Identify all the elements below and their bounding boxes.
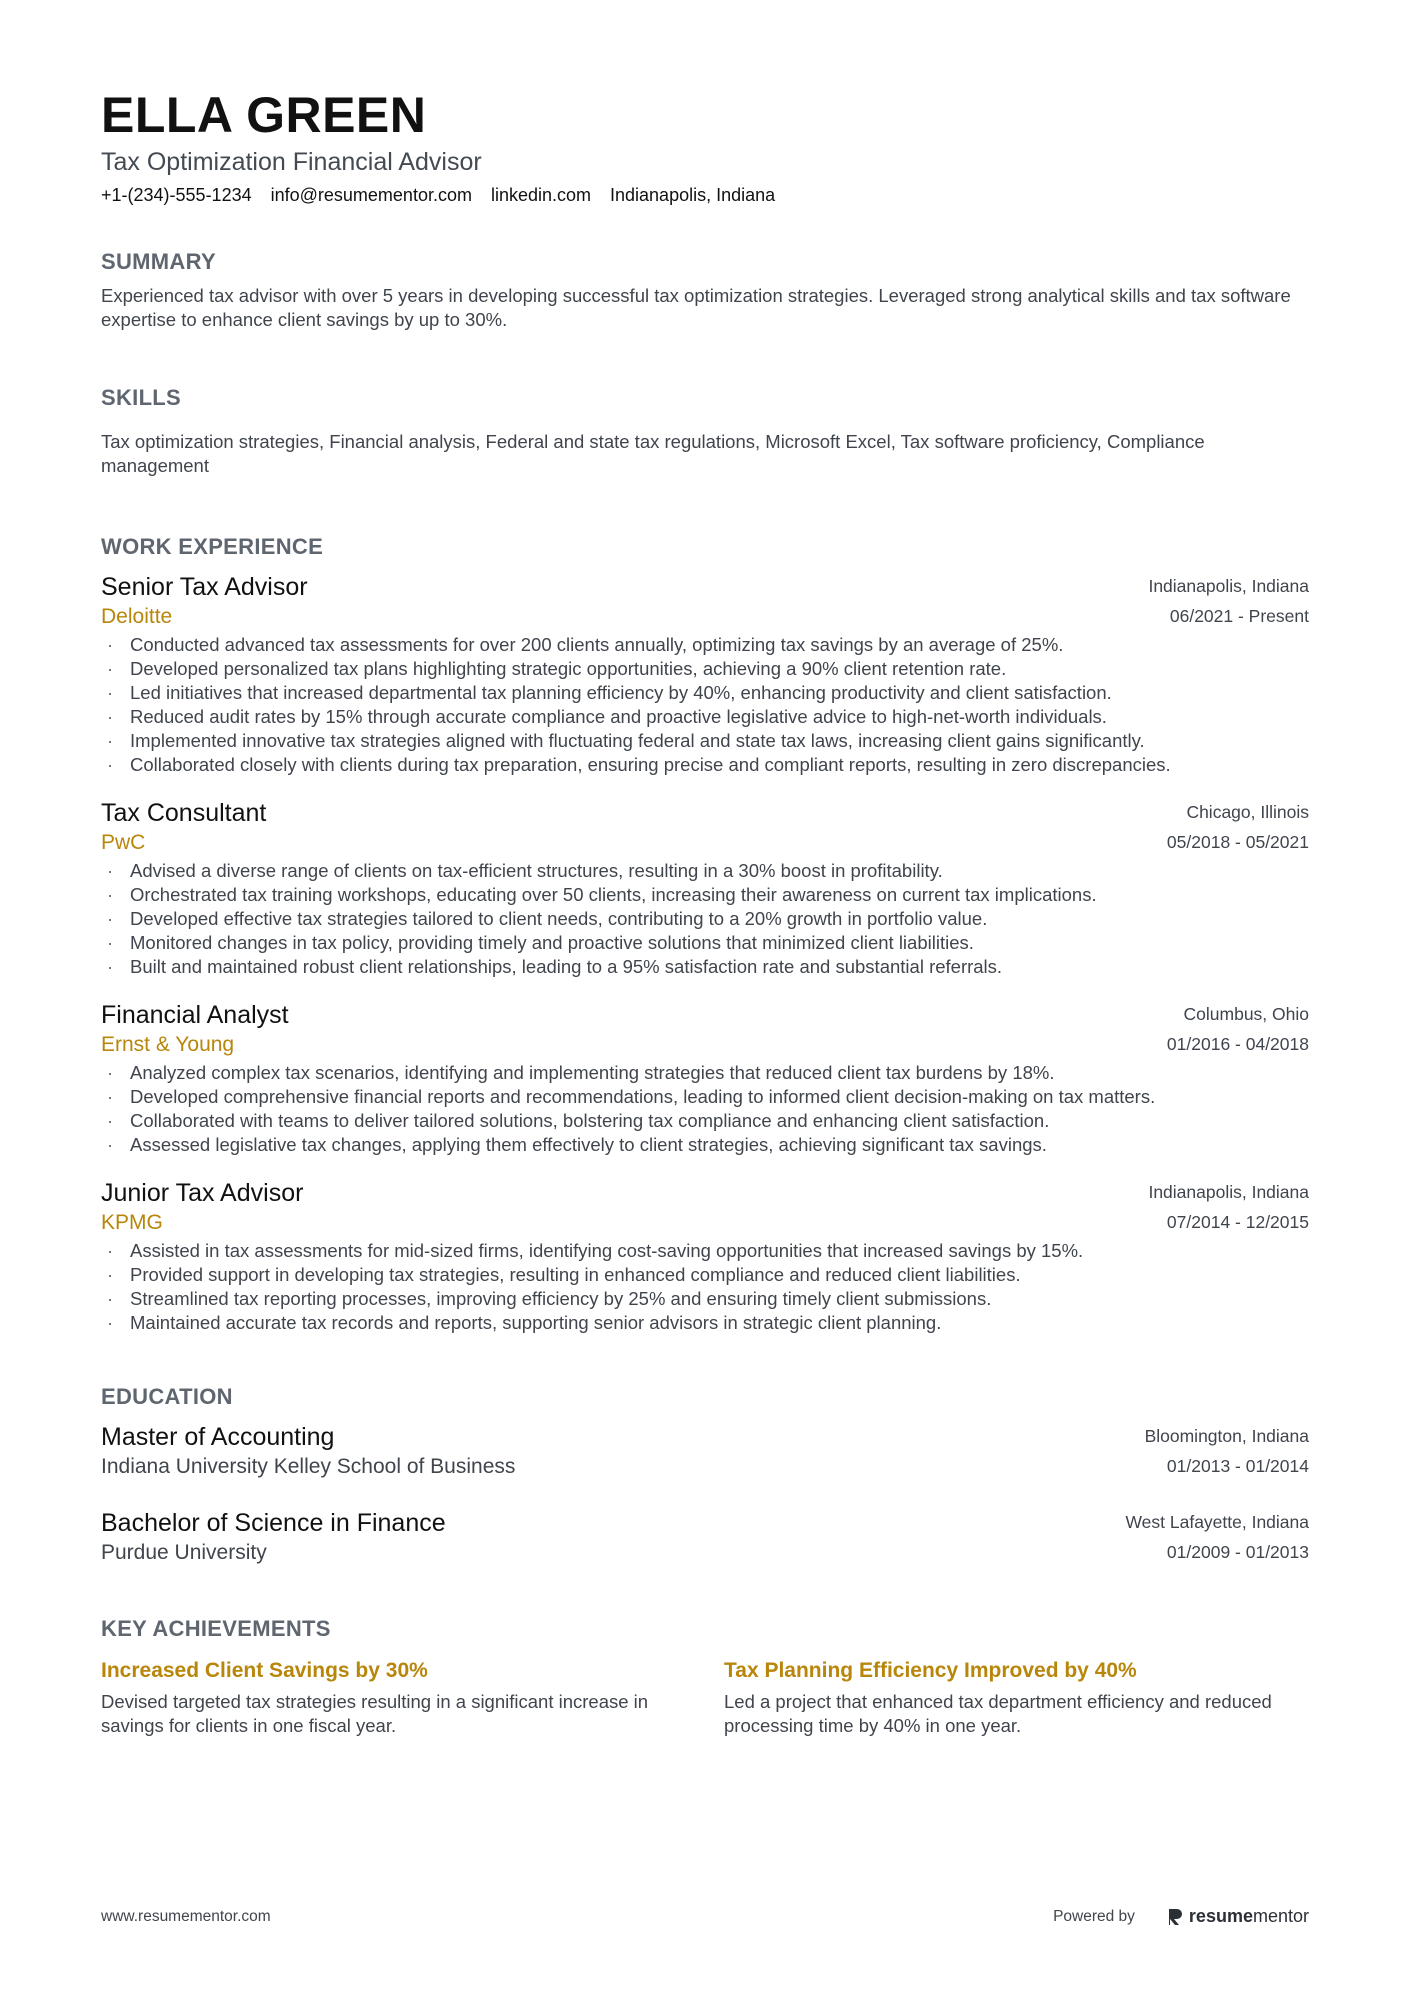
job-header [101,797,1309,857]
job-company: Deloitte [101,605,173,628]
job-bullet: · Reduced audit rates by 15% through accurate compliance and proactive legislative advice to high-net-worth individuals. [101,705,1309,729]
education-dates: 01/2013 - 01/2014 [1166,1456,1309,1476]
job-bullet: · Advised a diverse range of clients on tax-efficient structures, resulting in a 30% boost in profitability. [101,859,1309,883]
job-bullets [101,1061,1309,1157]
job-title: Tax Consultant [101,799,267,827]
job-bullet: · Developed effective tax strategies tailored to client needs, contributing to a 20% growth in portfolio value. [101,907,1309,931]
achievements-grid [101,1657,1309,1738]
achievement-desc: Led a project that enhanced tax department efficiency and reduced processing time by 40% in one year. [724,1691,1272,1736]
brand-name-bold: resume [1188,1906,1253,1926]
job-bullet: · Led initiatives that increased departmental tax planning efficiency by 40%, enhancing productivity and client satisfaction. [101,681,1309,705]
job-dates: 05/2018 - 05/2021 [1166,832,1309,852]
job-header [101,571,1309,631]
job-bullet: · Orchestrated tax training workshops, educating over 50 clients, increasing their awareness on current tax implications. [101,883,1309,907]
resume-header [101,86,1309,208]
contact-email[interactable]: info@resumementor.com [270,185,472,205]
skills-heading: SKILLS [101,385,182,410]
job-bullet: · Developed personalized tax plans highlighting strategic opportunities, achieving a 90% client retention rate. [101,657,1309,681]
job-company: PwC [101,831,146,854]
job-title: Junior Tax Advisor [101,1179,304,1207]
education-location: Bloomington, Indiana [1144,1426,1309,1446]
job-bullet: · Analyzed complex tax scenarios, identifying and implementing strategies that reduced client tax burdens by 18%. [101,1061,1309,1085]
footer-brand-area [1053,1906,1309,1927]
education-heading: EDUCATION [101,1384,233,1409]
job-company: Ernst & Young [101,1033,235,1056]
job-dates: 07/2014 - 12/2015 [1166,1212,1309,1232]
education-school: Indiana University Kelley School of Business [101,1455,516,1478]
job-bullet: · Monitored changes in tax policy, providing timely and proactive solutions that minimized client liabilities. [101,931,1309,955]
experience-heading: WORK EXPERIENCE [101,534,324,559]
job-bullets [101,633,1309,777]
job-dates: 01/2016 - 04/2018 [1166,1034,1309,1054]
brand-logo-icon [1167,1907,1183,1927]
candidate-name: ELLA GREEN [101,87,427,143]
job-entry [101,571,1309,777]
job-location: Indianapolis, Indiana [1148,576,1309,596]
contact-linkedin[interactable]: linkedin.com [490,185,592,205]
education-dates: 01/2009 - 01/2013 [1166,1542,1309,1562]
education-entry [101,1421,1309,1481]
job-entry [101,1177,1309,1335]
achievements-section [101,1615,1309,1738]
education-entry [101,1507,1309,1567]
job-bullet: · Collaborated closely with clients during tax preparation, ensuring precise and compliant reports, resulting in zero discrepancies. [101,753,1309,777]
job-bullet: · Built and maintained robust client relationships, leading to a 95% satisfaction rate and substantial referrals. [101,955,1309,979]
job-bullets [101,859,1309,979]
job-location: Columbus, Ohio [1183,1004,1309,1024]
achievement-title: Increased Client Savings by 30% [101,1659,428,1682]
education-school: Purdue University [101,1541,267,1564]
job-title: Financial Analyst [101,1001,289,1029]
job-header [101,1177,1309,1237]
achievement-item [101,1657,686,1738]
job-bullet: · Assessed legislative tax changes, applying them effectively to client strategies, achieving significant tax savings. [101,1133,1309,1157]
achievement-item [724,1657,1309,1738]
education-section [101,1383,1309,1567]
job-entry [101,797,1309,979]
powered-by-label: Powered by [1053,1907,1135,1925]
job-dates: 06/2021 - Present [1169,606,1309,626]
job-bullet: · Provided support in developing tax strategies, resulting in enhanced compliance and reduced client liabilities. [101,1263,1309,1287]
brand-name-thin: mentor [1252,1906,1309,1926]
skills-text: Tax optimization strategies, Financial analysis, Federal and state tax regulations, Microsoft Excel, Tax software proficiency, Compliance management [101,431,1205,476]
job-title: Senior Tax Advisor [101,573,308,601]
education-location: West Lafayette, Indiana [1125,1512,1309,1532]
achievement-desc: Devised targeted tax strategies resulting in a significant increase in savings for clients in one fiscal year. [101,1691,649,1736]
contact-phone: +1-(234)-555-1234 [101,185,252,205]
job-bullets [101,1239,1309,1335]
job-header [101,999,1309,1059]
achievements-heading: KEY ACHIEVEMENTS [101,1616,331,1641]
summary-text: Experienced tax advisor with over 5 years in developing successful tax optimization strategies. Leveraged strong analytical skills and tax software expertise to enhance client savings by up to 30%. [101,285,1291,330]
page-footer [101,1906,1309,1927]
job-bullet: · Developed comprehensive financial reports and recommendations, leading to informed client decision-making on tax matters. [101,1085,1309,1109]
footer-website[interactable]: www.resumementor.com [101,1907,271,1925]
job-bullet: · Collaborated with teams to deliver tailored solutions, bolstering tax compliance and enhancing client satisfaction. [101,1109,1309,1133]
skills-section [101,384,1309,478]
job-bullet: · Assisted in tax assessments for mid-sized firms, identifying cost-saving opportunities that increased savings by 15%. [101,1239,1309,1263]
summary-section [101,248,1309,332]
summary-heading: SUMMARY [101,249,216,274]
contact-row [101,182,1309,208]
job-bullet: · Conducted advanced tax assessments for over 200 clients annually, optimizing tax savings by an average of 25%. [101,633,1309,657]
contact-location: Indianapolis, Indiana [610,185,776,205]
achievement-title: Tax Planning Efficiency Improved by 40% [724,1659,1137,1682]
candidate-title: Tax Optimization Financial Advisor [101,148,482,176]
job-bullet: · Implemented innovative tax strategies aligned with fluctuating federal and state tax laws, increasing client gains significantly. [101,729,1309,753]
education-degree: Master of Accounting [101,1423,335,1451]
job-company: KPMG [101,1211,163,1234]
job-bullet: · Maintained accurate tax records and reports, supporting senior advisors in strategic client planning. [101,1311,1309,1335]
experience-section [101,533,1309,1335]
brand-logo[interactable] [1167,1906,1309,1927]
job-location: Chicago, Illinois [1186,802,1309,822]
job-location: Indianapolis, Indiana [1148,1182,1309,1202]
education-degree: Bachelor of Science in Finance [101,1509,446,1537]
job-bullet: · Streamlined tax reporting processes, improving efficiency by 25% and ensuring timely client submissions. [101,1287,1309,1311]
job-entry [101,999,1309,1157]
